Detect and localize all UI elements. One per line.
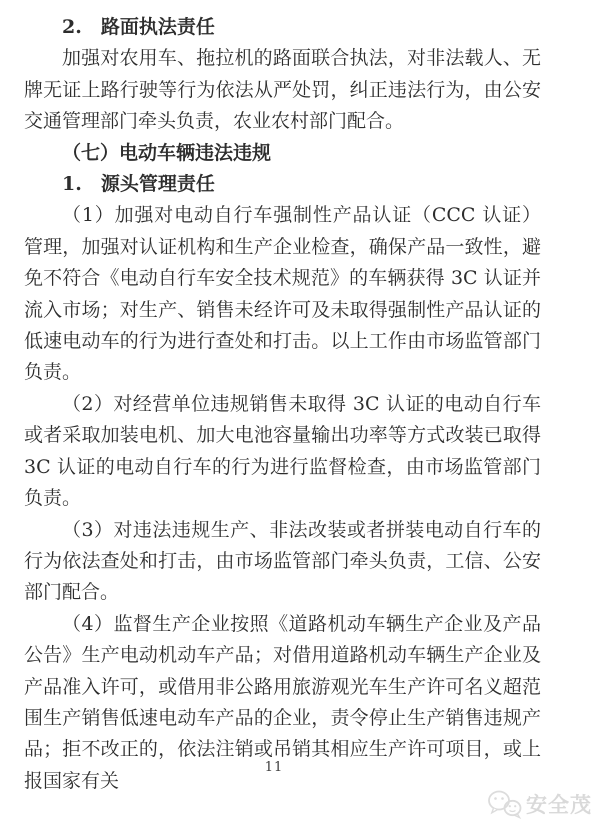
document-body bbox=[24, 12, 541, 797]
body-paragraph: （3）对违法违规生产、非法改装或者拼装电动自行车的行为依法查处和打击，由市场监管部门牵头负责，工信、公安部门配合。 bbox=[24, 518, 541, 604]
section-heading: （七）电动车辆违法违规 bbox=[62, 141, 272, 164]
body-paragraph: （2）对经营单位违规销售未取得 3C 认证的电动自行车或者采取加装电机、加大电池容量输出功率等方式改装已取得 3C 认证的电动自行车的行为进行监督检查，由市场监管部门负责。 bbox=[24, 392, 541, 510]
brand-watermark-text: 安全茂 bbox=[526, 793, 592, 817]
wechat-icon bbox=[487, 789, 523, 819]
page-number: 11 bbox=[264, 760, 284, 775]
brand-watermark bbox=[487, 789, 592, 819]
section-heading: 2. 路面执法责任 bbox=[62, 16, 215, 38]
body-paragraph: （4）监督生产企业按照《道路机动车辆生产企业及产品公告》生产电动机动车产品；对借用道路机动车辆生产企业及产品准入许可，或借用非公路用旅游观光车生产许可名义超范围生产销售低速电动车产品的企业，责令停止生产销售违规产品；拒不改正的，依法注销或吊销其相应生产许可项目，或上报国家有关 bbox=[24, 612, 541, 792]
body-paragraph: （1）加强对电动自行车强制性产品认证（CCC 认证）管理，加强对认证机构和生产企业检查，确保产品一致性，避免不符合《电动自行车安全技术规范》的车辆获得 3C 认证并流入市场；对生产、销售未经许可及未取得强制性产品认证的低速电动车的行为进行查处和打击。以上工作由市场监管部门负责。 bbox=[24, 204, 541, 384]
section-heading: 1. 源头管理责任 bbox=[62, 173, 215, 196]
body-paragraph: 加强对农用车、拖拉机的路面联合执法，对非法载人、无牌无证上路行驶等行为依法从严处罚，纠正违法行为，由公安交通管理部门牵头负责，农业农村部门配合。 bbox=[24, 47, 541, 133]
